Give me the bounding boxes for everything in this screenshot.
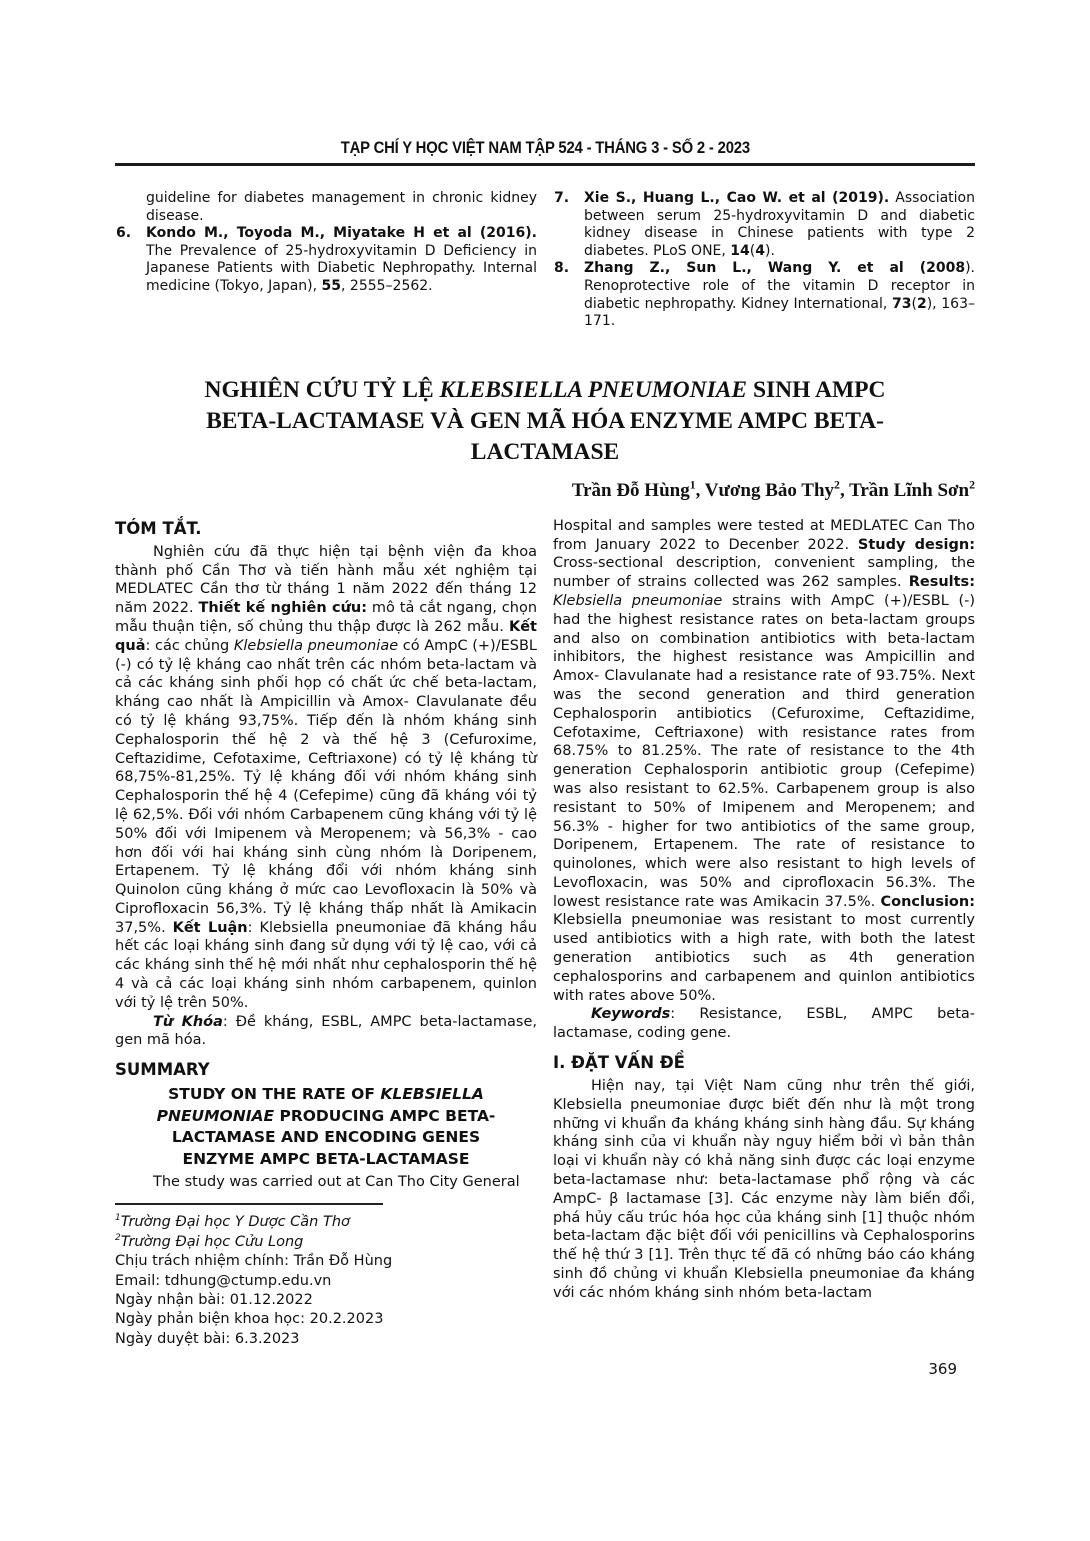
text-run: Klebsiella pneumoniae	[233, 637, 399, 654]
text-run: SUMMARY	[115, 1060, 210, 1080]
corresponding-author	[115, 1252, 537, 1271]
references-section	[115, 190, 975, 331]
text-run: Email: tdhung@ctump.edu.vn	[115, 1272, 332, 1289]
reference-number: 6.	[116, 225, 132, 242]
text-run: , Trần Lĩnh Sơn	[839, 479, 970, 501]
text-run: : các chủng	[145, 637, 234, 654]
text-run: The Prevalence of 25-hydroxyvitamin D Deficiency in Japanese Patients with Diabetic Nephropathy. Internal medicine (Tokyo, Japan),	[146, 242, 537, 294]
page-number: 369	[928, 1360, 957, 1378]
text-run: Zhang Z., Sun L., Wang Y. et al (2008	[584, 260, 966, 277]
text-run: TÓM TẮT	[115, 518, 196, 538]
text-run: (	[749, 242, 756, 259]
text-run: Chịu trách nhiệm chính: Trần Đỗ Hùng	[115, 1253, 393, 1270]
reference-item	[115, 190, 537, 225]
introduction-paragraph	[553, 1077, 975, 1303]
text-run: 1	[115, 1213, 121, 1224]
text-run: Từ Khóa	[153, 1013, 223, 1030]
text-run: Conclusion:	[880, 893, 975, 910]
text-run: Trần Đỗ Hùng	[571, 479, 690, 501]
reference-item	[115, 225, 537, 295]
affiliation-1	[115, 1213, 537, 1232]
reference-number: 8.	[554, 260, 570, 277]
text-run: PRODUCING AMPC BETA-LACTAMASE AND ENCODING GENES ENZYME AMPC BETA-LACTAMASE	[171, 1106, 496, 1169]
affiliation-2	[115, 1233, 537, 1252]
text-run: : Đề kháng, ESBL, AMPC beta-lactamase, gen mã hóa.	[115, 1013, 537, 1049]
text-run: mô tả cắt ngang, chọn mẫu thuận tiện, số chủng thu thập được là 262 mẫu.	[115, 600, 538, 635]
text-run: 14	[730, 242, 750, 259]
references-left-column	[115, 190, 537, 331]
text-run: Ngày nhận bài: 01.12.2022	[115, 1292, 313, 1309]
text-run: 2	[115, 1233, 121, 1244]
authors-line	[115, 480, 975, 502]
text-run: The study was carried out at Can Tho City General	[153, 1173, 520, 1190]
references-right-column	[553, 190, 975, 331]
reference-item	[553, 260, 975, 330]
text-run: 4	[755, 242, 765, 259]
text-run: Ngày duyệt bài: 6.3.2023	[115, 1330, 300, 1347]
text-run: Thiết kế nghiên cứu:	[198, 600, 368, 617]
text-run: Kondo M., Toyoda M., Miyatake H et al (2016).	[146, 225, 537, 242]
text-run: Trường Đại học Cửu Long	[120, 1233, 304, 1250]
text-run: Kết quả	[115, 618, 537, 654]
journal-header-text: TẠP CHÍ Y HỌC VIỆT NAM TẬP 524 - THÁNG 3 - SỐ 2 - 2023	[340, 139, 750, 157]
text-run: có AmpC (+)/ESBL (-) có tỷ lệ kháng cao nhất trên các nhóm beta-lactam và cả các kháng sinh phối họp có chất ức chế beta-lactam, kháng cao nhất là Ampicillin và Amox- Clavulanate đều có tỷ lệ kháng 93,75%. Tiếp đến là nhóm kháng sinh Cephalosporin thế hệ 2 và thế hệ 3 (Cefuroxime, Ceftazidime, Cefotaxime, Ceftriaxone) có tỷ lệ kháng từ 68,75%-81,25%. Tỷ lệ kháng đối với nhóm kháng sinh Cephalosporin thế hệ 4 (Cefepime) cũng đã kháng vói tỷ lệ 62,5%. Đối với nhóm Carbapenem cũng kháng với tỷ lệ 50% đối với Imipenem và Meropenem; và 56,3% - cao hơn đối với hai kháng sinh cùng nhóm là Doripenem, Ertapenem. Tỷ lệ kháng đổi với nhóm kháng sinh Quinolon cũng kháng ở mức cao Levofloxacin là 50% và Ciprofloxacin 56,3%. Tỷ lệ kháng thấp nhất là Amikacin 37,5%.	[115, 637, 537, 936]
footnote-separator	[115, 1203, 383, 1205]
text-run: NGHIÊN CỨU TỶ LỆ	[204, 376, 440, 403]
text-run: 2	[969, 478, 975, 492]
accepted-date	[115, 1330, 537, 1349]
text-run: strains with AmpC (+)/ESBL (-) had the highest resistance rates on beta-lactam groups and also on combination antibiotics with beta-lactam inhibitors, the highest resistance was Ampicillin and Amox- Clavulanate had a resistance rate of 93.75%. Next was the second generation and third generation Cephalosporin antibiotics (Cefuroxime, Ceftazidime, Cefotaxime, Ceftriaxone) with resistance rates from 68.75% to 81.25%. The rate of resistance to the 4th generation Cephalosporin antibiotic group (Cefepime) was also resistant to 62.5%. Carbapenem group is also resistant to 50% of Imipenem and Meropenem; and 56.3% - higher for two antibiotics of the same group, Doripenem, Ertapenem. The rate of resistance to quinolones, which were also resistant to high levels of Levofloxacin, was 50% and ciprofloxacin 56.3%. The lowest resistance rate was Amikacin 37.5%.	[553, 592, 976, 910]
text-run: KLEBSIELLA PNEUMONIAE	[439, 376, 748, 403]
text-run: 2	[916, 295, 927, 312]
text-run: 1	[689, 478, 696, 492]
article-title	[170, 375, 920, 468]
keywords-english	[553, 1005, 975, 1043]
text-run: Xie S., Huang L., Cao W. et al (2019).	[584, 190, 890, 206]
reference-item	[553, 190, 975, 260]
text-run: Results:	[908, 574, 975, 591]
text-run: Nghiên cứu đã thực hiện tại bệnh viện đa khoa thành phố Cần Thơ và tiến hành mẫu xét nghiệm tại MEDLATEC Cần thơ từ tháng 1 năm 2022 đến tháng 12 năm 2022.	[115, 543, 537, 617]
text-run: Trường Đại học Y Dược Cần Thơ	[120, 1214, 350, 1231]
reference-number: 7.	[554, 190, 570, 206]
text-run: (	[911, 295, 917, 312]
text-run: .	[195, 518, 202, 538]
abstract-paragraph	[115, 543, 537, 1013]
text-run: Hospital and samples were tested at MEDLATEC Can Tho from January 2022 to Decenber 2022.	[553, 517, 975, 553]
received-date	[115, 1291, 537, 1310]
summary-heading	[115, 1060, 537, 1080]
section-1-heading	[553, 1053, 975, 1073]
text-run: Klebsiella pneumoniae was resistant to most currently used antibiotics with a high rate, with both the latest generation antibiotics such as 4th generation cephalosporins and carbapenem and quinlon antibiotics with rates above 50%.	[553, 912, 975, 1004]
text-run: Cross-sectional description, convenient sampling, the number of strains collected was 262 samples.	[553, 555, 975, 591]
tom-tat-heading	[115, 519, 537, 539]
email-line	[115, 1272, 537, 1291]
right-column-blocks	[553, 517, 975, 1303]
text-run: Study design:	[857, 536, 975, 553]
text-run: Ngày phản biện khoa học: 20.2.2023	[115, 1311, 384, 1328]
text-run: Kết Luận	[172, 919, 248, 936]
summary-first-line	[115, 1173, 537, 1192]
text-run: 73	[891, 295, 912, 312]
left-column	[115, 517, 537, 1350]
text-run: , 2555–2562.	[341, 277, 433, 294]
text-run: STUDY ON THE RATE OF	[168, 1085, 381, 1104]
summary-continuation-paragraph	[553, 517, 975, 1006]
summary-english-title	[115, 1084, 537, 1170]
text-run: : Klebsiella pneumoniae đã kháng hầu hết các loại kháng sinh đang sử dụng với tỷ lệ cao, với cả các kháng sinh thế hệ mới nhất như cephalosporin thế hệ 4 và cả các loại kháng sinh nhóm carbapenem, quinlon với tỷ lệ trên 50%.	[115, 919, 537, 1011]
left-column-blocks	[115, 519, 537, 1192]
reviewed-date	[115, 1310, 537, 1329]
text-run: Association between serum 25-hydroxyvitamin D and diabetic kidney disease in Chinese patients with type 2 diabetes. PLoS ONE,	[584, 190, 975, 259]
journal-header	[115, 138, 975, 166]
right-column	[553, 517, 975, 1350]
text-run: ), 163–171.	[584, 295, 975, 330]
text-run: Hiện nay, tại Việt Nam cũng như trên thế giới, Klebsiella pneumoniae được biết đến như là một trong những vi khuẩn đa kháng kháng sinh hàng đầu. Sự kháng kháng sinh của vi khuẩn này nguy hiểm bởi vì bản thân loại vi khuẩn này có khả năng sinh được các loại enzyme beta-lactamase như: beta-lactamase phổ rộng và các AmpC- β lactamase [3]. Các enzyme này làm biến đổi, phá hủy cấu trúc hóa học của kháng sinh [1] thuộc nhóm beta-lactam đặc biệt đối với penicillins và Cephalosporins thế hệ thứ 3 [1]. Trên thực tế đã có những báo cáo kháng sinh đồ chủng vi khuẩn Klebsiella pneumoniae đa kháng với các nhóm kháng sinh nhóm beta-lactam	[553, 1078, 975, 1301]
text-run: ). Renoprotective role of the vitamin D receptor in diabetic nephropathy. Kidney International,	[584, 260, 975, 312]
text-run: guideline for diabetes management in chronic kidney disease.	[146, 190, 537, 224]
text-run: , Vương Bảo Thy	[695, 479, 835, 501]
text-run: Klebsiella pneumoniae	[553, 592, 723, 609]
text-run: ).	[765, 242, 775, 259]
footnotes	[115, 1213, 537, 1349]
text-run: Keywords	[591, 1006, 671, 1023]
text-run: KLEBSIELLA PNEUMONIAE	[156, 1085, 484, 1125]
keywords-vietnamese	[115, 1013, 537, 1051]
text-run: SINH AMPC BETA-LACTAMASE VÀ GEN MÃ HÓA ENZYME AMPC BETA-LACTAMASE	[206, 376, 886, 465]
text-run: 2	[834, 478, 840, 492]
article-body	[115, 517, 975, 1350]
text-run: 55	[321, 277, 342, 294]
text-run: I. ĐẶT VẤN ĐỀ	[553, 1053, 685, 1073]
page-content	[115, 0, 975, 1349]
text-run: : Resistance, ESBL, AMPC beta-lactamase, coding gene.	[553, 1006, 975, 1042]
